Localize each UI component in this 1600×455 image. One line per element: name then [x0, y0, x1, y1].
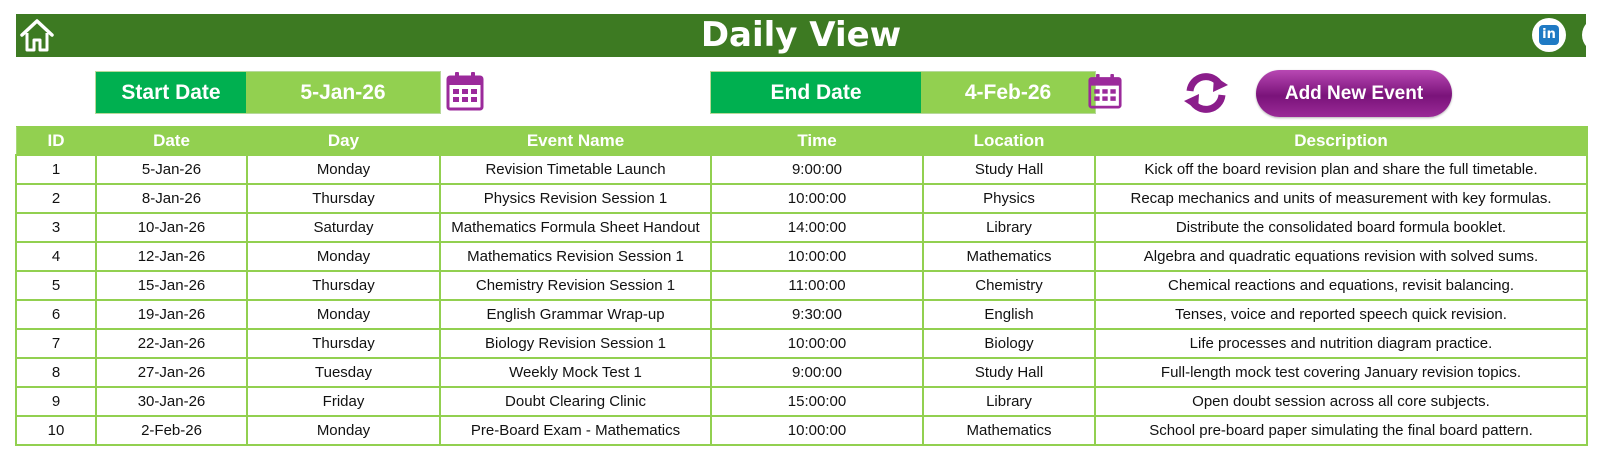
column-header-date[interactable]: Date — [96, 127, 247, 156]
table-row[interactable] — [16, 213, 1587, 242]
cell-day[interactable]: Monday — [247, 300, 440, 329]
cell-time[interactable]: 11:00:00 — [711, 271, 923, 300]
cell-id[interactable]: 7 — [16, 329, 96, 358]
column-header-id[interactable]: ID — [16, 127, 96, 156]
cell-time[interactable]: 10:00:00 — [711, 184, 923, 213]
cell-description[interactable]: Chemical reactions and equations, revisit balancing. — [1095, 271, 1587, 300]
cell-event-name[interactable]: Mathematics Formula Sheet Handout — [440, 213, 711, 242]
cell-day[interactable]: Monday — [247, 416, 440, 445]
cell-location[interactable]: Physics — [923, 184, 1095, 213]
cell-description[interactable]: Distribute the consolidated board formula booklet. — [1095, 213, 1587, 242]
table-body — [16, 155, 1587, 445]
table-row[interactable] — [16, 416, 1587, 445]
cell-event-name[interactable]: Chemistry Revision Session 1 — [440, 271, 711, 300]
end-date-group — [710, 71, 1096, 114]
end-date-label: End Date — [711, 72, 921, 113]
cell-day[interactable]: Monday — [247, 155, 440, 184]
add-new-event-button[interactable]: Add New Event — [1256, 70, 1452, 117]
cell-day[interactable]: Thursday — [247, 184, 440, 213]
cell-id[interactable]: 9 — [16, 387, 96, 416]
end-date-value[interactable]: 4-Feb-26 — [921, 72, 1095, 113]
cell-event-name[interactable]: English Grammar Wrap-up — [440, 300, 711, 329]
cell-time[interactable]: 10:00:00 — [711, 242, 923, 271]
cell-location[interactable]: Study Hall — [923, 358, 1095, 387]
cell-location[interactable]: English — [923, 300, 1095, 329]
header-bar — [16, 14, 1586, 57]
column-header-location[interactable]: Location — [923, 127, 1095, 156]
cell-event-name[interactable]: Weekly Mock Test 1 — [440, 358, 711, 387]
cell-description[interactable]: Recap mechanics and units of measurement with key formulas. — [1095, 184, 1587, 213]
end-calendar-icon[interactable] — [1088, 71, 1122, 116]
table-row[interactable] — [16, 155, 1587, 184]
cell-event-name[interactable]: Pre-Board Exam - Mathematics — [440, 416, 711, 445]
cell-time[interactable]: 15:00:00 — [711, 387, 923, 416]
cell-id[interactable]: 6 — [16, 300, 96, 329]
cell-id[interactable]: 3 — [16, 213, 96, 242]
cell-description[interactable]: Algebra and quadratic equations revision with solved sums. — [1095, 242, 1587, 271]
cell-id[interactable]: 5 — [16, 271, 96, 300]
cell-time[interactable]: 9:00:00 — [711, 155, 923, 184]
table-row[interactable] — [16, 242, 1587, 271]
cell-event-name[interactable]: Doubt Clearing Clinic — [440, 387, 711, 416]
column-header-time[interactable]: Time — [711, 127, 923, 156]
cell-time[interactable]: 14:00:00 — [711, 213, 923, 242]
cell-id[interactable]: 2 — [16, 184, 96, 213]
cell-day[interactable]: Monday — [247, 242, 440, 271]
cell-time[interactable]: 10:00:00 — [711, 416, 923, 445]
cell-event-name[interactable]: Revision Timetable Launch — [440, 155, 711, 184]
column-header-day[interactable]: Day — [247, 127, 440, 156]
start-calendar-icon[interactable] — [446, 71, 484, 116]
linkedin-icon[interactable]: in — [1532, 18, 1566, 52]
cell-location[interactable]: Biology — [923, 329, 1095, 358]
table-header-row — [16, 127, 1587, 156]
cell-location[interactable]: Library — [923, 213, 1095, 242]
cell-day[interactable]: Friday — [247, 387, 440, 416]
table-row[interactable] — [16, 387, 1587, 416]
start-date-group — [95, 71, 441, 114]
events-table — [15, 126, 1588, 446]
cell-date[interactable]: 15-Jan-26 — [96, 271, 247, 300]
cell-date[interactable]: 12-Jan-26 — [96, 242, 247, 271]
cell-description[interactable]: Open doubt session across all core subjects. — [1095, 387, 1587, 416]
cell-location[interactable]: Chemistry — [923, 271, 1095, 300]
start-date-label: Start Date — [96, 72, 246, 113]
cell-event-name[interactable]: Biology Revision Session 1 — [440, 329, 711, 358]
table-row[interactable] — [16, 300, 1587, 329]
cell-location[interactable]: Study Hall — [923, 155, 1095, 184]
cell-location[interactable]: Mathematics — [923, 242, 1095, 271]
cell-location[interactable]: Mathematics — [923, 416, 1095, 445]
cell-date[interactable]: 19-Jan-26 — [96, 300, 247, 329]
cell-time[interactable]: 10:00:00 — [711, 329, 923, 358]
page-title: Daily View — [700, 15, 902, 55]
cell-description[interactable]: Full-length mock test covering January revision topics. — [1095, 358, 1587, 387]
column-header-description[interactable]: Description — [1095, 127, 1587, 156]
cell-description[interactable]: Life processes and nutrition diagram practice. — [1095, 329, 1587, 358]
cell-date[interactable]: 2-Feb-26 — [96, 416, 247, 445]
cell-id[interactable]: 8 — [16, 358, 96, 387]
cell-time[interactable]: 9:30:00 — [711, 300, 923, 329]
cell-day[interactable]: Thursday — [247, 329, 440, 358]
cell-location[interactable]: Library — [923, 387, 1095, 416]
cell-date[interactable]: 5-Jan-26 — [96, 155, 247, 184]
table-row[interactable] — [16, 358, 1587, 387]
column-header-event-name[interactable]: Event Name — [440, 127, 711, 156]
start-date-value[interactable]: 5-Jan-26 — [246, 72, 440, 113]
cell-id[interactable]: 4 — [16, 242, 96, 271]
cell-description[interactable]: School pre-board paper simulating the final board pattern. — [1095, 416, 1587, 445]
cell-date[interactable]: 10-Jan-26 — [96, 213, 247, 242]
cell-id[interactable]: 10 — [16, 416, 96, 445]
cell-event-name[interactable]: Physics Revision Session 1 — [440, 184, 711, 213]
refresh-icon[interactable] — [1182, 71, 1230, 115]
cell-date[interactable]: 8-Jan-26 — [96, 184, 247, 213]
cell-date[interactable]: 27-Jan-26 — [96, 358, 247, 387]
cell-day[interactable]: Thursday — [247, 271, 440, 300]
table-row[interactable] — [16, 329, 1587, 358]
table-row[interactable] — [16, 271, 1587, 300]
table-row[interactable] — [16, 184, 1587, 213]
cell-id[interactable]: 1 — [16, 155, 96, 184]
cell-description[interactable]: Kick off the board revision plan and share the full timetable. — [1095, 155, 1587, 184]
cell-day[interactable]: Saturday — [247, 213, 440, 242]
cell-time[interactable]: 9:00:00 — [711, 358, 923, 387]
cell-day[interactable]: Tuesday — [247, 358, 440, 387]
cell-date[interactable]: 22-Jan-26 — [96, 329, 247, 358]
cell-date[interactable]: 30-Jan-26 — [96, 387, 247, 416]
cell-description[interactable]: Tenses, voice and reported speech quick revision. — [1095, 300, 1587, 329]
cell-event-name[interactable]: Mathematics Revision Session 1 — [440, 242, 711, 271]
